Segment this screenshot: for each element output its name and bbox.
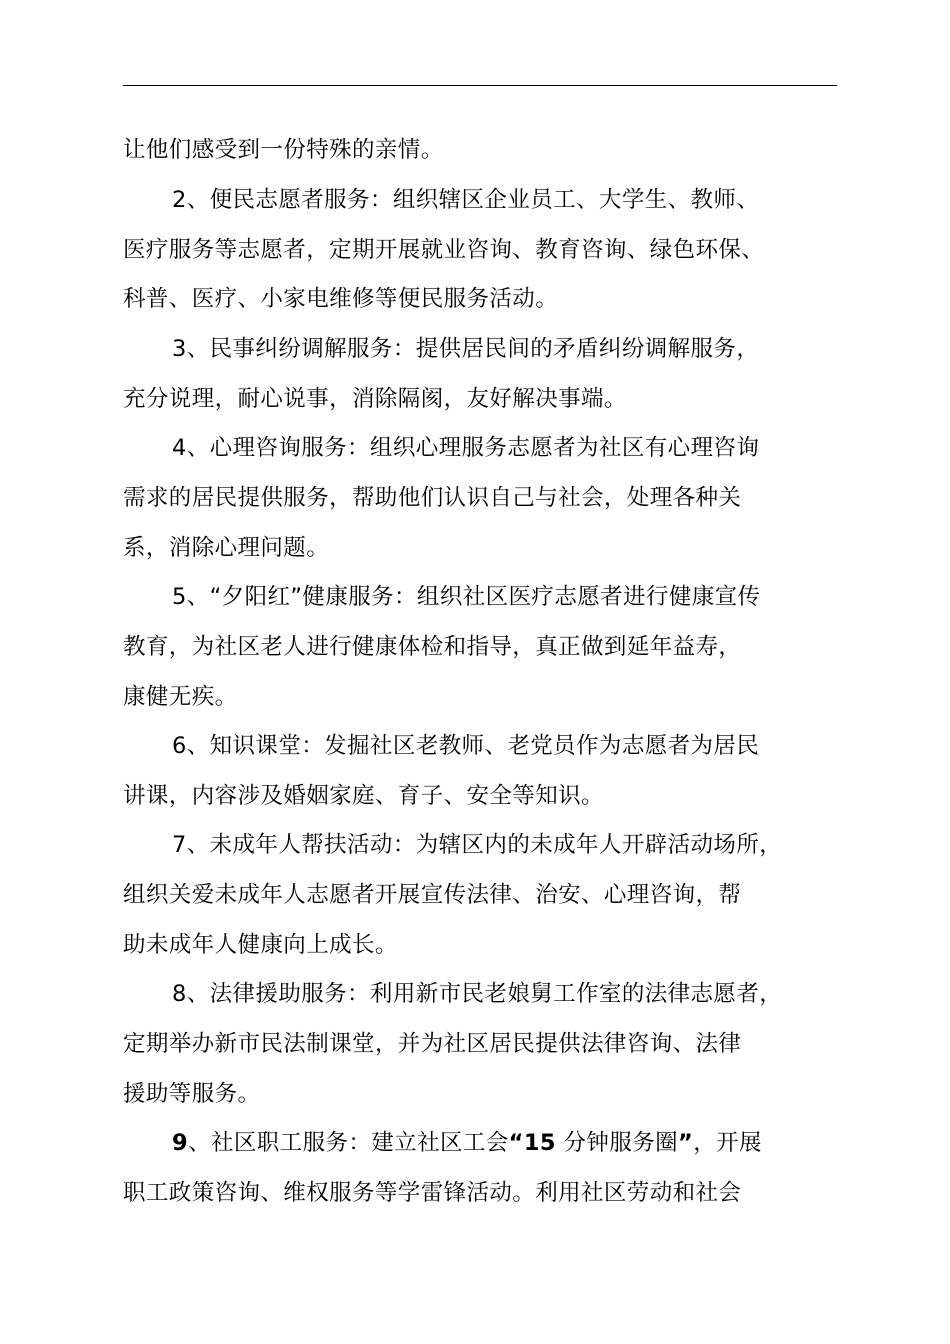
paragraph-line: 助未成年人健康向上成长。 — [123, 932, 398, 958]
item9-number: 9 — [172, 1130, 189, 1156]
item9-text: 分钟服务圈 — [555, 1130, 679, 1156]
paragraph-line: 教育，为社区老人进行健康体检和指导，真正做到延年益寿， — [123, 634, 742, 660]
paragraph-line: 定期举办新市民法制课堂，并为社区居民提供法律咨询、法律 — [123, 1031, 742, 1057]
paragraph-line: 3、民事纠纷调解服务：提供居民间的矛盾纠纷调解服务， — [172, 336, 760, 362]
paragraph-line: 组织关爱未成年人志愿者开展宣传法律、治安、心理咨询，帮 — [123, 882, 742, 908]
item9-line — [172, 1128, 762, 1158]
paragraph-line: 充分说理，耐心说事，消除隔阂，友好解决事端。 — [123, 386, 627, 412]
item9-text: 、社区职工服务：建立社区工会 — [188, 1130, 509, 1156]
paragraph-line: 援助等服务。 — [123, 1081, 261, 1107]
item9-quote: “15 — [508, 1130, 556, 1156]
item9-text: ，开展 — [693, 1130, 762, 1156]
paragraph-line: 4、心理咨询服务：组织心理服务志愿者为社区有心理咨询 — [172, 435, 760, 461]
paragraph-line: 医疗服务等志愿者，定期开展就业咨询、教育咨询、绿色环保、 — [123, 237, 765, 263]
item9-quote-close: ” — [678, 1130, 694, 1156]
paragraph-line: 康健无疾。 — [123, 684, 238, 710]
paragraph-line: 2、便民志愿者服务：组织辖区企业员工、大学生、教师、 — [172, 187, 760, 213]
paragraph-line: 讲课，内容涉及婚姻家庭、育子、安全等知识。 — [123, 783, 604, 809]
paragraph-line: 科普、医疗、小家电维修等便民服务活动。 — [123, 286, 559, 312]
paragraph-line: 职工政策咨询、维权服务等学雷锋活动。利用社区劳动和社会 — [123, 1180, 742, 1206]
paragraph-line: 8、法律援助服务：利用新市民老娘舅工作室的法律志愿者， — [172, 981, 783, 1007]
paragraph-line: 系，消除心理问题。 — [123, 535, 330, 561]
paragraph-line: 7、未成年人帮扶活动：为辖区内的未成年人开辟活动场所， — [172, 832, 783, 858]
paragraph-line: 需求的居民提供服务，帮助他们认识自己与社会，处理各种关 — [123, 485, 742, 511]
paragraph-line: 让他们感受到一份特殊的亲情。 — [123, 137, 444, 163]
paragraph-line: 5、“夕阳红”健康服务：组织社区医疗志愿者进行健康宣传 — [172, 584, 761, 610]
paragraph-line: 6、知识课堂：发掘社区老教师、老党员作为志愿者为居民 — [172, 733, 760, 759]
header-rule — [123, 85, 837, 86]
